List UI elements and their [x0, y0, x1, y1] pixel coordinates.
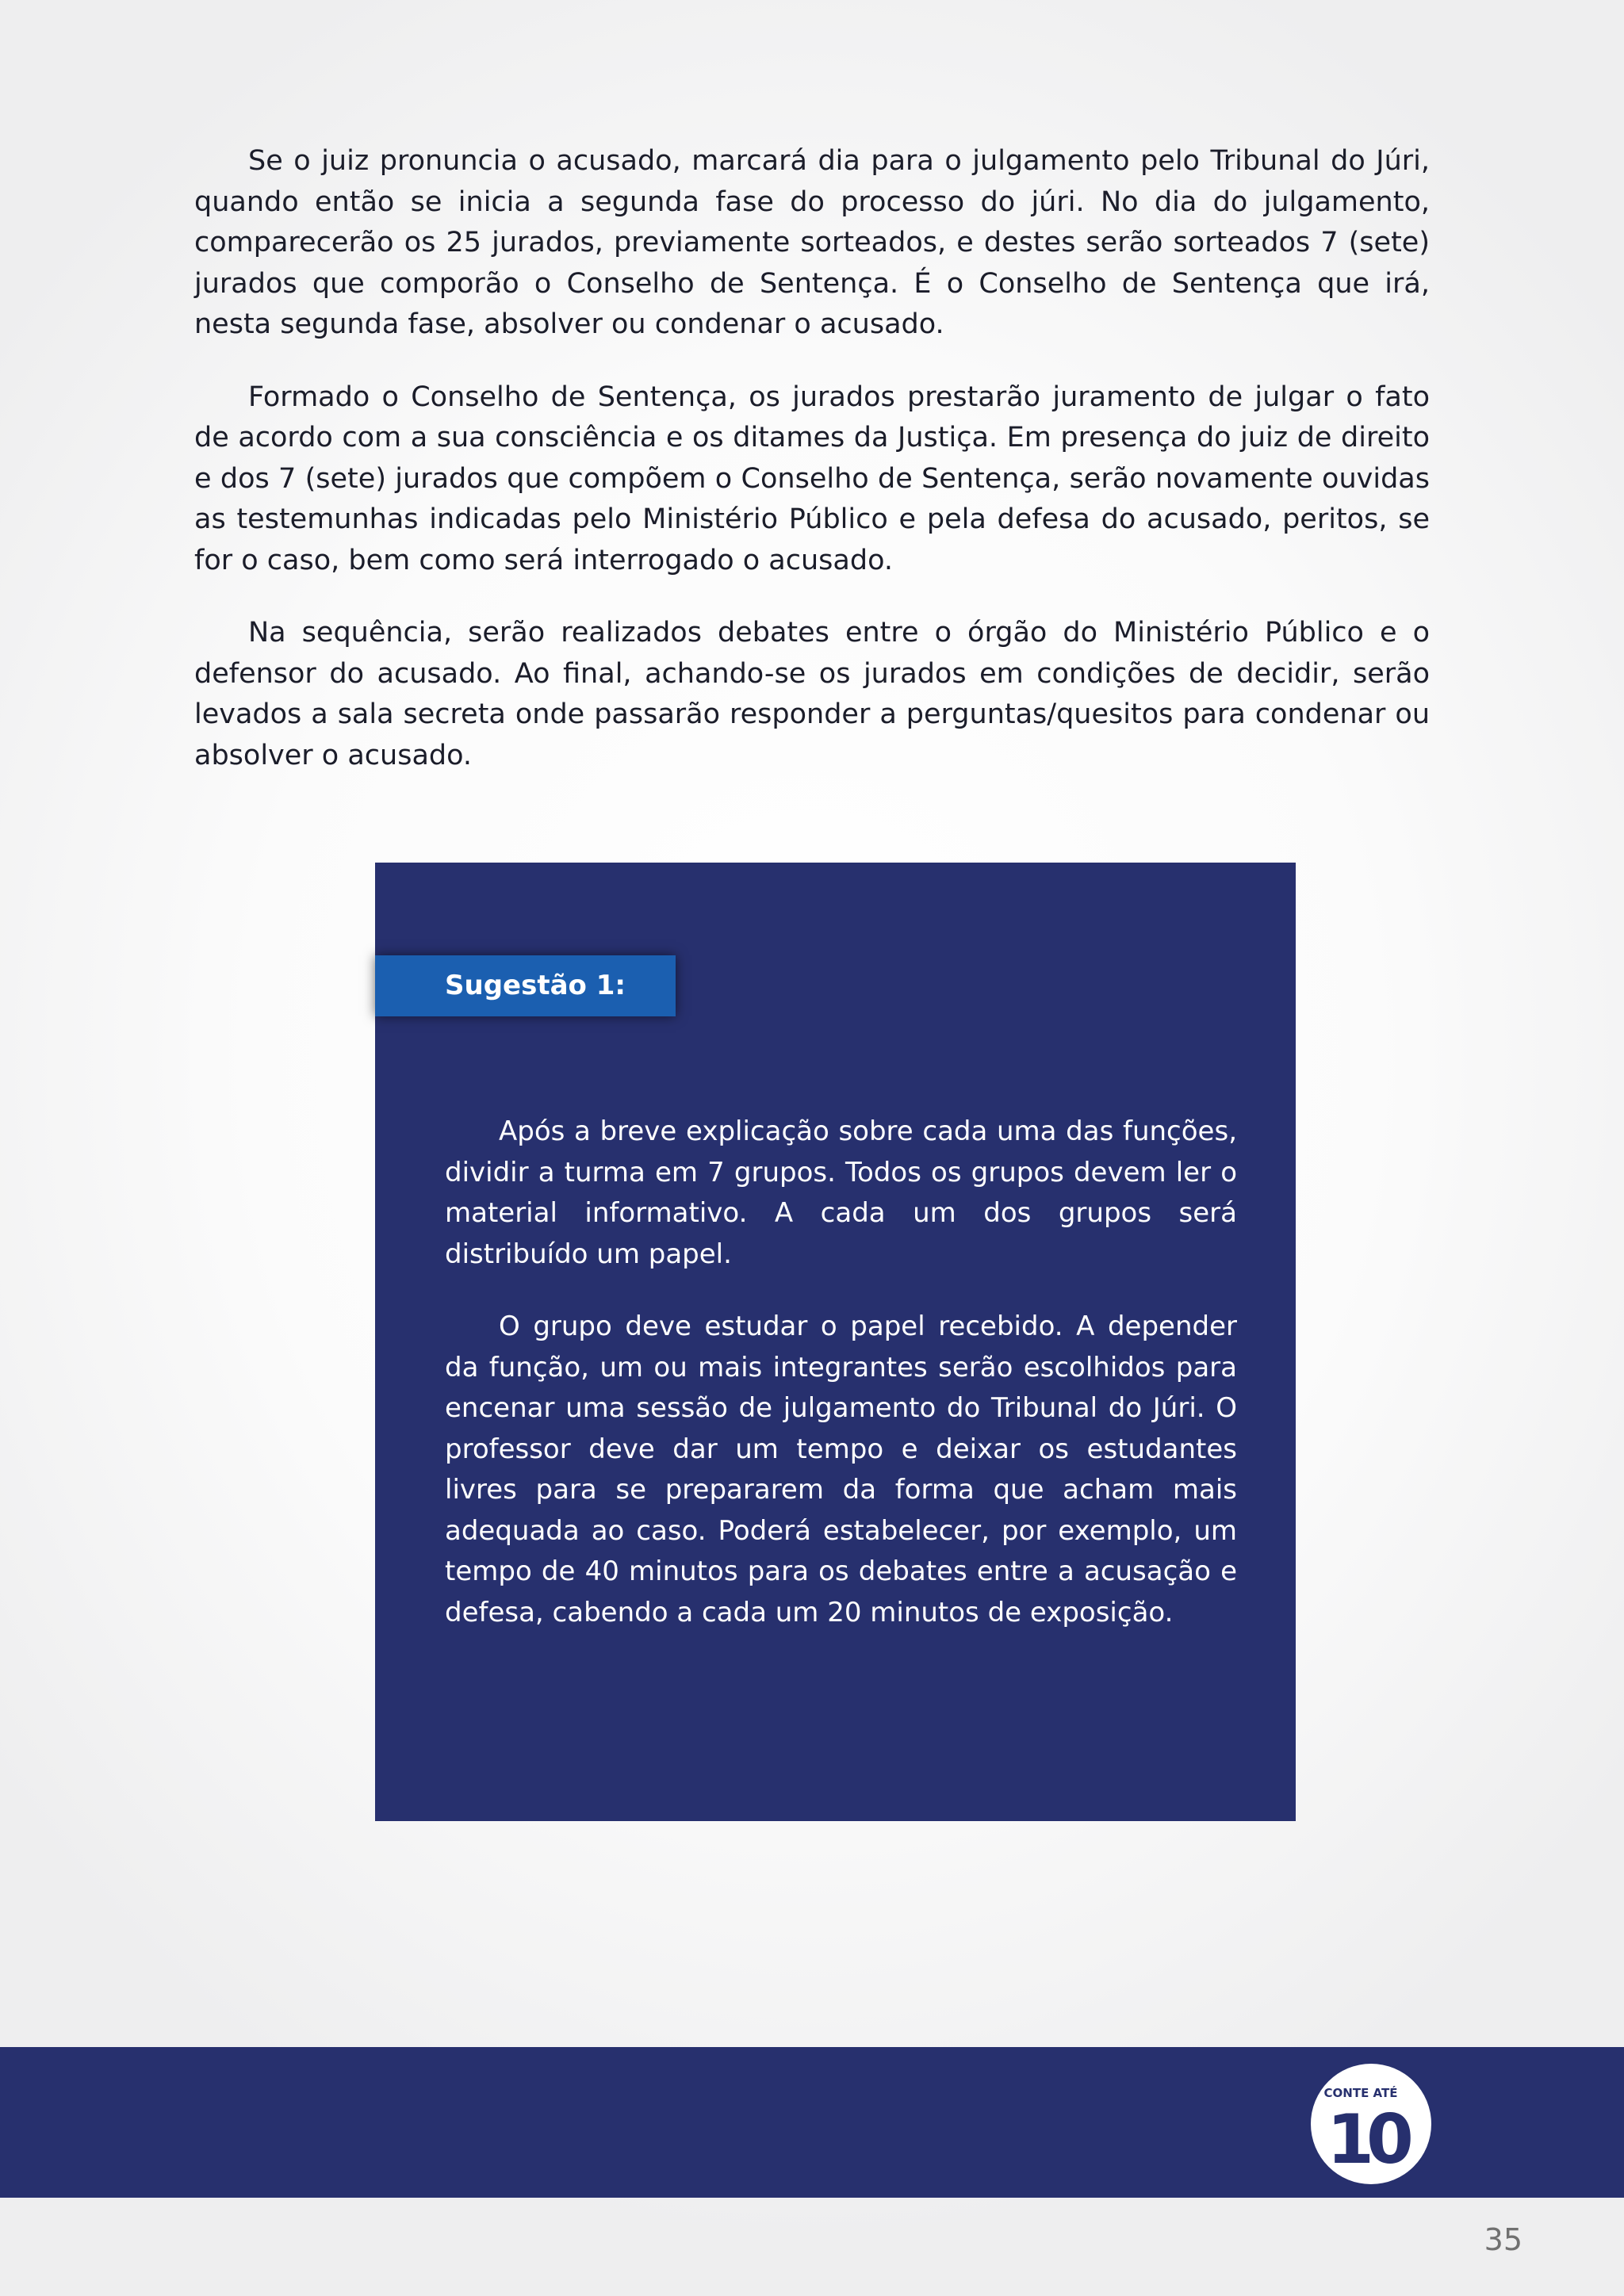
suggestion-paragraph: O grupo deve estudar o papel recebido. A depender da função, um ou mais integrantes serão escolhidos para encenar uma sessão de julgamento do Tribunal do Júri. O professor deve dar um tempo e deixar os estudantes livres para se prepararem da forma que acham mais adequada ao caso. Poderá estabelecer, por exemplo, um tempo de 40 minutos para os debates entre a acusação e defesa, cabendo a cada um 20 minutos de exposição.: [445, 1311, 1237, 1628]
suggestion-paragraph: Após a breve explicação sobre cada uma das funções, dividir a turma em 7 grupos. Todos os grupos devem ler o material informativo. A cada um dos grupos será distribuído um papel.: [445, 1115, 1237, 1270]
suggestion-text: [445, 1112, 1237, 1665]
logo-top-text: CONTE ATÉ: [1323, 2086, 1398, 2100]
main-text: [194, 141, 1430, 808]
logo-number: 10: [1327, 2100, 1406, 2179]
suggestion-title: Sugestão 1:: [375, 955, 676, 1016]
conte-ate-10-logo: [1308, 2061, 1431, 2186]
paragraph: Na sequência, serão realizados debates entre o órgão do Ministério Público e o defensor do acusado. Ao final, achando-se os jurados em condições de decidir, serão levados a sala secreta onde passarão responder a perguntas/quesitos para condenar ou absolver o acusado.: [194, 617, 1430, 771]
page-number: 35: [1484, 2222, 1522, 2257]
paragraph: Se o juiz pronuncia o acusado, marcará dia para o julgamento pelo Tribunal do Júri, quando então se inicia a segunda fase do processo do júri. No dia do julgamento, comparecerão os 25 jurados, previamente sorteados, e destes serão sorteados 7 (sete) jurados que comporão o Conselho de Sentença. É o Conselho de Sentença que irá, nesta segunda fase, absolver ou condenar o acusado.: [194, 145, 1430, 340]
paragraph: Formado o Conselho de Sentença, os jurados prestarão juramento de julgar o fato de acordo com a sua consciência e os ditames da Justiça. Em presença do juiz de direito e dos 7 (sete) jurados que compõem o Conselho de Sentença, serão novamente ouvidas as testemunhas indicadas pelo Ministério Público e pela defesa do acusado, peritos, se for o caso, bem como será interrogado o acusado.: [194, 381, 1430, 576]
